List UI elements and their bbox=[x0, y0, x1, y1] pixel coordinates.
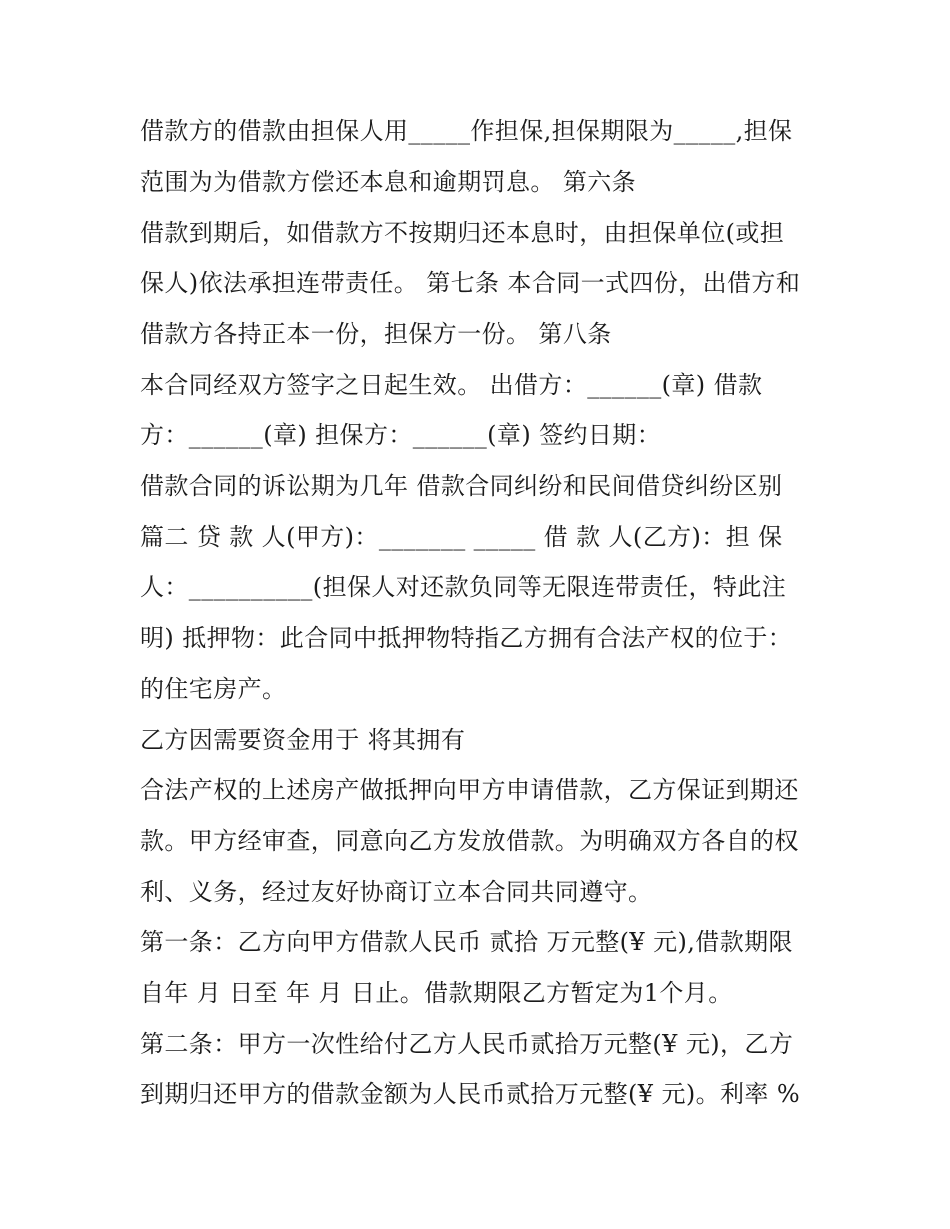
text-line: 借款方的借款由担保人用_____作担保,担保期限为_____,担保 bbox=[140, 117, 793, 145]
text-line: 利、义务，经过友好协商订立本合同共同遵守。 bbox=[140, 878, 653, 906]
text-line: 第二条：甲方一次性给付乙方人民币贰拾万元整(¥ 元)，乙方 bbox=[140, 1030, 794, 1058]
text-line: 借款方各持正本一份，担保方一份。 第八条 bbox=[140, 320, 612, 348]
text-line: 的住宅房产。 bbox=[140, 675, 287, 703]
text-line: 借款到期后，如借款方不按期归还本息时，由担保单位(或担 bbox=[140, 219, 785, 247]
text-line: 款。甲方经审查，同意向乙方发放借款。为明确双方各自的权 bbox=[140, 827, 799, 855]
text-line: 范围为为借款方偿还本息和逾期罚息。 第六条 bbox=[140, 168, 637, 196]
text-line: 方：______(章) 担保方：______(章) 签约日期： bbox=[140, 421, 662, 449]
text-line: 明) 抵押物：此合同中抵押物特指乙方拥有合法产权的位于： bbox=[140, 624, 793, 652]
text-line: 篇二 贷 款 人(甲方)：_______ _____ 借 款 人(乙方)：担 保 bbox=[140, 523, 783, 551]
text-line: 合法产权的上述房产做抵押向甲方申请借款，乙方保证到期还 bbox=[140, 776, 799, 804]
text-line: 人：__________(担保人对还款负同等无限连带责任，特此注 bbox=[140, 573, 787, 601]
text-line: 借款合同的诉讼期为几年 借款合同纠纷和民间借贷纠纷区别 bbox=[140, 472, 783, 500]
text-line: 第一条：乙方向甲方借款人民币 贰拾 万元整(¥ 元),借款期限 bbox=[140, 928, 793, 956]
text-line: 到期归还甲方的借款金额为人民币贰拾万元整(¥ 元)。利率 % bbox=[140, 1080, 801, 1108]
text-line: 乙方因需要资金用于 将其拥有 bbox=[140, 726, 466, 754]
text-line: 本合同经双方签字之日起生效。 出借方：______(章) 借款 bbox=[140, 371, 763, 399]
text-line: 保人)依法承担连带责任。 第七条 本合同一式四份，出借方和 bbox=[140, 269, 801, 297]
text-line: 自年 月 日至 年 月 日止。借款期限乙方暂定为1个月。 bbox=[140, 979, 733, 1007]
